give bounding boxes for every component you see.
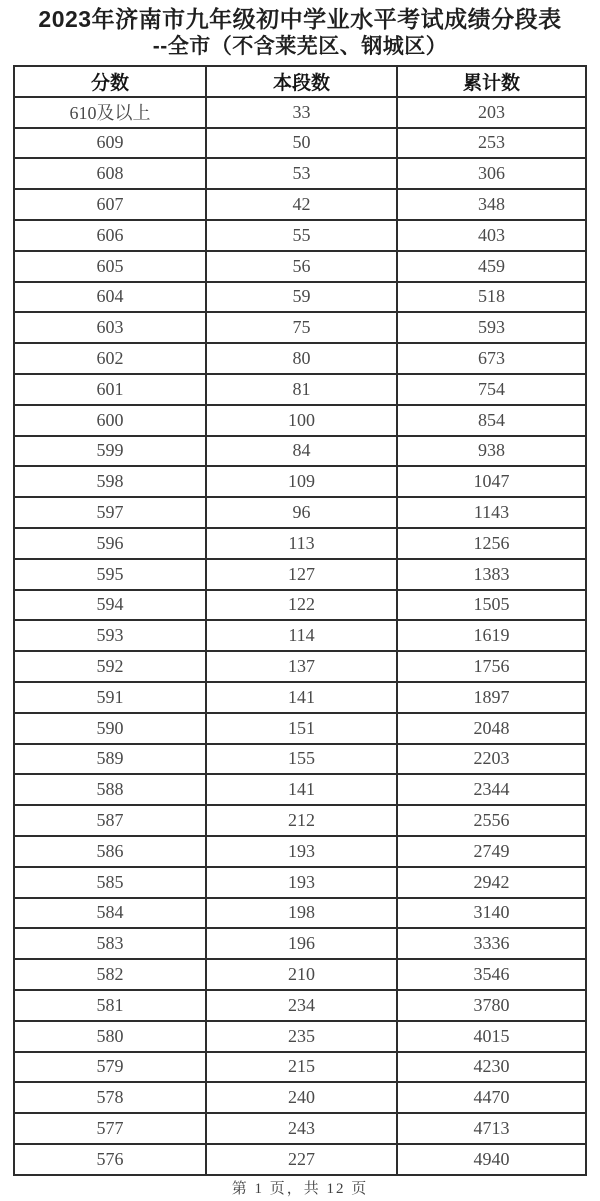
score-cell: 581 (14, 990, 206, 1021)
cumulative-count-cell: 4470 (397, 1082, 586, 1113)
score-cell: 606 (14, 220, 206, 251)
table-row (14, 189, 586, 220)
table-row (14, 1021, 586, 1052)
cumulative-count-cell: 4940 (397, 1144, 586, 1175)
table-row (14, 158, 586, 189)
score-cell: 601 (14, 374, 206, 405)
table-row (14, 405, 586, 436)
table-row (14, 713, 586, 744)
score-cell: 595 (14, 559, 206, 590)
table-row (14, 251, 586, 282)
table-row (14, 128, 586, 159)
table-row (14, 436, 586, 467)
score-cell: 603 (14, 312, 206, 343)
score-cell: 576 (14, 1144, 206, 1175)
score-cell: 592 (14, 651, 206, 682)
segment-count-cell: 155 (206, 744, 397, 775)
segment-count-cell: 240 (206, 1082, 397, 1113)
segment-count-cell: 141 (206, 682, 397, 713)
score-cell: 585 (14, 867, 206, 898)
score-cell: 593 (14, 620, 206, 651)
segment-count-cell: 215 (206, 1052, 397, 1083)
cumulative-count-cell: 1047 (397, 466, 586, 497)
score-cell: 580 (14, 1021, 206, 1052)
segment-count-cell: 193 (206, 867, 397, 898)
cumulative-count-cell: 2556 (397, 805, 586, 836)
table-row (14, 528, 586, 559)
segment-count-cell: 53 (206, 158, 397, 189)
cumulative-count-cell: 1383 (397, 559, 586, 590)
cumulative-count-cell: 4015 (397, 1021, 586, 1052)
segment-count-cell: 109 (206, 466, 397, 497)
segment-count-cell: 141 (206, 774, 397, 805)
cumulative-count-cell: 2344 (397, 774, 586, 805)
score-cell: 596 (14, 528, 206, 559)
cumulative-count-cell: 1619 (397, 620, 586, 651)
table-row (14, 682, 586, 713)
score-cell: 587 (14, 805, 206, 836)
score-distribution-table (13, 65, 587, 1176)
score-cell: 604 (14, 282, 206, 313)
segment-count-cell: 137 (206, 651, 397, 682)
segment-count-cell: 114 (206, 620, 397, 651)
segment-count-cell: 235 (206, 1021, 397, 1052)
score-cell: 591 (14, 682, 206, 713)
segment-count-cell: 96 (206, 497, 397, 528)
score-cell: 590 (14, 713, 206, 744)
cumulative-count-cell: 4230 (397, 1052, 586, 1083)
segment-count-cell: 210 (206, 959, 397, 990)
table-row (14, 374, 586, 405)
page-number-footer: 第 1 页，共 12 页 (231, 1180, 369, 1197)
cumulative-count-cell: 3140 (397, 898, 586, 929)
segment-count-cell: 100 (206, 405, 397, 436)
segment-count-cell: 196 (206, 928, 397, 959)
segment-count-cell: 243 (206, 1113, 397, 1144)
table-row (14, 805, 586, 836)
segment-count-cell: 80 (206, 343, 397, 374)
segment-count-cell: 75 (206, 312, 397, 343)
cumulative-count-cell: 3546 (397, 959, 586, 990)
table-row (14, 898, 586, 929)
table-row (14, 466, 586, 497)
cumulative-count-cell: 1505 (397, 590, 586, 621)
score-cell: 608 (14, 158, 206, 189)
column-header-segment-count: 本段数 (206, 66, 397, 97)
cumulative-count-cell: 253 (397, 128, 586, 159)
cumulative-count-cell: 1143 (397, 497, 586, 528)
page-subtitle: --全市（不含莱芜区、钢城区） (152, 35, 448, 58)
table-row (14, 651, 586, 682)
cumulative-count-cell: 754 (397, 374, 586, 405)
score-cell: 598 (14, 466, 206, 497)
score-cell: 600 (14, 405, 206, 436)
table-row (14, 836, 586, 867)
cumulative-count-cell: 2942 (397, 867, 586, 898)
table-row (14, 1144, 586, 1175)
segment-count-cell: 113 (206, 528, 397, 559)
table-row (14, 774, 586, 805)
segment-count-cell: 151 (206, 713, 397, 744)
cumulative-count-cell: 306 (397, 158, 586, 189)
cumulative-count-cell: 2048 (397, 713, 586, 744)
score-cell: 589 (14, 744, 206, 775)
cumulative-count-cell: 459 (397, 251, 586, 282)
cumulative-count-cell: 593 (397, 312, 586, 343)
segment-count-cell: 127 (206, 559, 397, 590)
page-title: 2023年济南市九年级初中学业水平考试成绩分段表 (38, 6, 562, 32)
segment-count-cell: 193 (206, 836, 397, 867)
cumulative-count-cell: 673 (397, 343, 586, 374)
table-row (14, 97, 586, 128)
score-cell: 578 (14, 1082, 206, 1113)
segment-count-cell: 59 (206, 282, 397, 313)
segment-count-cell: 198 (206, 898, 397, 929)
score-cell: 584 (14, 898, 206, 929)
table-row (14, 744, 586, 775)
cumulative-count-cell: 938 (397, 436, 586, 467)
table-body (14, 97, 586, 1175)
cumulative-count-cell: 403 (397, 220, 586, 251)
score-cell: 579 (14, 1052, 206, 1083)
score-cell: 605 (14, 251, 206, 282)
table-header-row (14, 66, 586, 97)
score-cell: 610及以上 (14, 97, 206, 128)
score-cell: 602 (14, 343, 206, 374)
cumulative-count-cell: 1256 (397, 528, 586, 559)
score-cell: 586 (14, 836, 206, 867)
table-row (14, 867, 586, 898)
table-row (14, 928, 586, 959)
segment-count-cell: 84 (206, 436, 397, 467)
table-row (14, 312, 586, 343)
cumulative-count-cell: 2203 (397, 744, 586, 775)
segment-count-cell: 55 (206, 220, 397, 251)
score-cell: 597 (14, 497, 206, 528)
cumulative-count-cell: 4713 (397, 1113, 586, 1144)
score-cell: 582 (14, 959, 206, 990)
table-row (14, 590, 586, 621)
score-cell: 588 (14, 774, 206, 805)
table-row (14, 282, 586, 313)
table-row (14, 220, 586, 251)
table-row (14, 1113, 586, 1144)
table-row (14, 1082, 586, 1113)
column-header-score: 分数 (14, 66, 206, 97)
cumulative-count-cell: 518 (397, 282, 586, 313)
cumulative-count-cell: 3780 (397, 990, 586, 1021)
segment-count-cell: 212 (206, 805, 397, 836)
cumulative-count-cell: 2749 (397, 836, 586, 867)
segment-count-cell: 81 (206, 374, 397, 405)
segment-count-cell: 50 (206, 128, 397, 159)
score-cell: 577 (14, 1113, 206, 1144)
table-header (14, 66, 586, 97)
segment-count-cell: 122 (206, 590, 397, 621)
table-row (14, 959, 586, 990)
table-row (14, 343, 586, 374)
segment-count-cell: 33 (206, 97, 397, 128)
cumulative-count-cell: 3336 (397, 928, 586, 959)
table-row (14, 990, 586, 1021)
segment-count-cell: 42 (206, 189, 397, 220)
score-cell: 609 (14, 128, 206, 159)
score-cell: 594 (14, 590, 206, 621)
cumulative-count-cell: 203 (397, 97, 586, 128)
cumulative-count-cell: 854 (397, 405, 586, 436)
table-row (14, 620, 586, 651)
segment-count-cell: 56 (206, 251, 397, 282)
score-cell: 607 (14, 189, 206, 220)
score-cell: 599 (14, 436, 206, 467)
table-row (14, 1052, 586, 1083)
score-cell: 583 (14, 928, 206, 959)
cumulative-count-cell: 1897 (397, 682, 586, 713)
segment-count-cell: 234 (206, 990, 397, 1021)
table-row (14, 497, 586, 528)
column-header-cumulative-count: 累计数 (397, 66, 586, 97)
cumulative-count-cell: 348 (397, 189, 586, 220)
cumulative-count-cell: 1756 (397, 651, 586, 682)
table-row (14, 559, 586, 590)
segment-count-cell: 227 (206, 1144, 397, 1175)
